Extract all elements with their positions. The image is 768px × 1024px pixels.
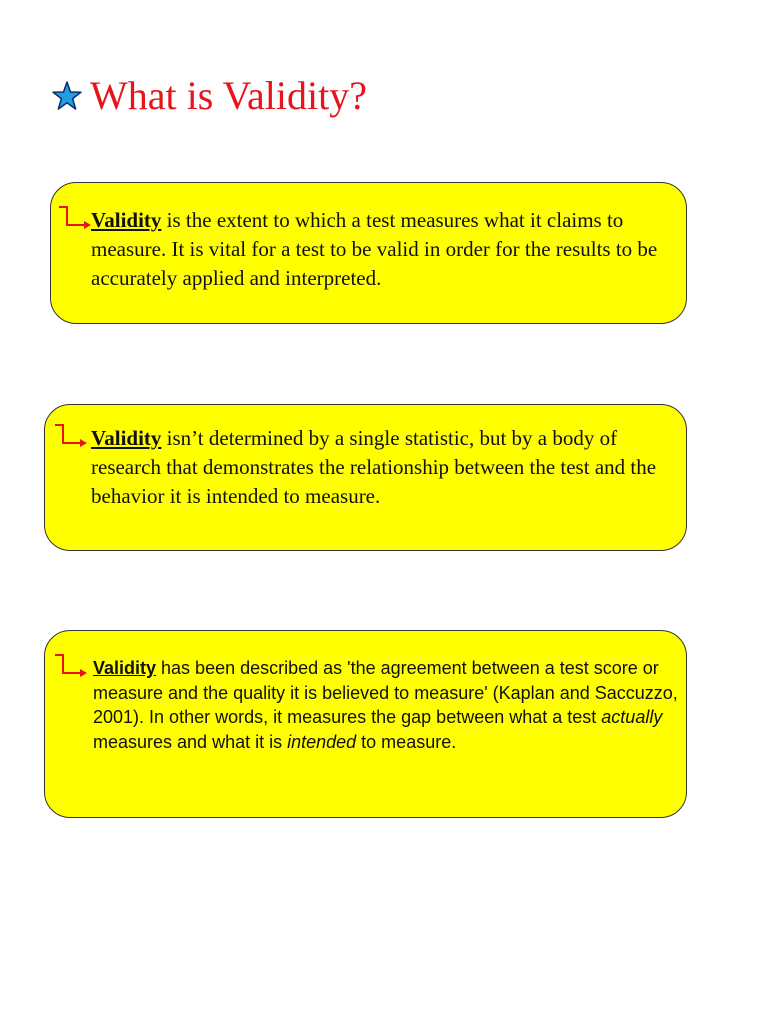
card-body-cont: measures and what it is	[93, 731, 288, 752]
title-row	[52, 73, 367, 118]
bent-arrow-icon	[51, 419, 93, 449]
card-text	[93, 656, 683, 754]
card-definition	[50, 182, 687, 324]
card-text	[91, 424, 681, 511]
page-title: What is Validity?	[90, 73, 367, 118]
emphasis-intended: intended	[287, 731, 357, 752]
card-research	[44, 404, 687, 551]
card-body: is the extent to which a test measures what it claims to measure. It is vital for a test to be valid in order for the results to be accurately applied and interpreted.	[91, 208, 658, 290]
keyword-validity: Validity	[91, 426, 162, 450]
card-text	[91, 206, 681, 293]
card-body-end: to measure.	[356, 731, 457, 752]
card-body: has been described as 'the agreement between a test score or measure and the quality it is believed to measure' (Kaplan and Saccuzzo, 2001). In other words, it measures the gap between what a test	[93, 658, 678, 727]
keyword-validity: Validity	[91, 208, 162, 232]
card-body: isn’t determined by a single statistic, but by a body of research that demonstrates the relationship between the test and the behavior it is intended to measure.	[91, 426, 657, 508]
star-icon	[52, 81, 82, 111]
bent-arrow-icon	[51, 649, 93, 679]
emphasis-actually: actually	[601, 707, 663, 727]
keyword-validity: Validity	[93, 658, 157, 678]
card-quote	[44, 630, 687, 818]
